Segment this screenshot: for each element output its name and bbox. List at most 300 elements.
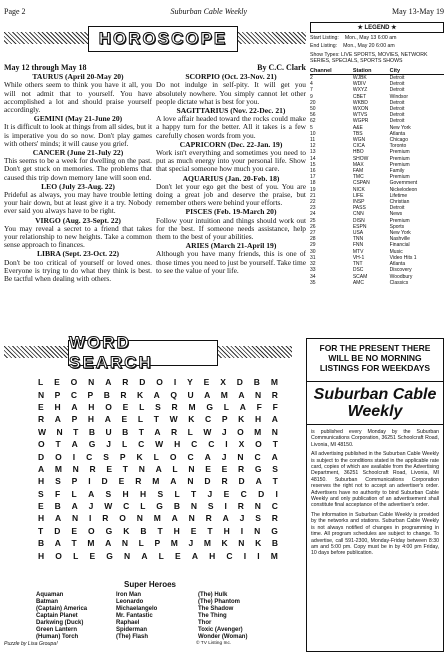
channel-cell: Financial xyxy=(389,242,410,249)
sign-text: You may reveal a secret to a friend that takes your relationship to new heights. Take a common sense approach to finances. xyxy=(4,223,152,250)
channel-cell: Detroit xyxy=(389,87,405,94)
grid-letter: K xyxy=(137,389,144,400)
grid-row xyxy=(38,512,278,524)
channel-cell: WKBD xyxy=(352,99,368,106)
grid-letter: S xyxy=(38,488,44,499)
grid-letter: W xyxy=(38,426,47,437)
grid-row xyxy=(38,463,278,475)
grid-letter: P xyxy=(71,476,78,487)
grid-letter: M xyxy=(203,538,211,549)
grid-letter: J xyxy=(188,538,194,549)
grid-letter: S xyxy=(272,463,278,474)
horoscope-byline: By C.C. Clark xyxy=(257,63,306,72)
channel-cell: TNN xyxy=(352,236,364,243)
horoscope-banner xyxy=(88,26,238,52)
channel-cell: 22 xyxy=(310,199,316,206)
channel-cell: SHOW xyxy=(352,155,369,162)
word-list-item: (The) Flash xyxy=(116,634,149,640)
channel-cell: CBET xyxy=(352,93,367,100)
grid-letter: G xyxy=(271,525,278,536)
grid-letter: T xyxy=(38,525,44,536)
channel-table-heading: Channel xyxy=(310,68,353,75)
channel-cell: 7 xyxy=(310,87,313,94)
grid-letter: M xyxy=(270,550,278,561)
word-list-item: The Thing xyxy=(198,613,227,619)
grid-letter: E xyxy=(205,463,211,474)
start-value: Mon., May 13 6:00 am xyxy=(344,35,397,41)
grid-letter: T xyxy=(122,463,128,474)
grid-letter: H xyxy=(254,414,262,425)
channel-cell: Classics xyxy=(389,279,409,286)
grid-letter: N xyxy=(187,476,194,487)
end-label: End Listing: xyxy=(310,43,338,49)
horoscope-banner-stripes-right xyxy=(238,32,306,44)
grid-letter: N xyxy=(188,463,195,474)
channel-cell: WDIV xyxy=(352,81,366,88)
grid-row xyxy=(38,401,278,413)
grid-row xyxy=(38,376,278,388)
channel-cell: 2 xyxy=(310,75,313,81)
grid-letter: M xyxy=(87,538,95,549)
channel-cell: 12 xyxy=(310,143,316,150)
channel-cell: 23 xyxy=(310,205,316,212)
grid-letter: F xyxy=(55,488,61,499)
word-list-item: (Captain) America xyxy=(36,606,88,612)
grid-letter: J xyxy=(88,501,94,512)
grid-letter: C xyxy=(70,389,77,400)
grid-letter: H xyxy=(88,401,95,412)
channel-cell: Premium xyxy=(389,174,410,181)
channel-cell: Woodbury xyxy=(389,273,413,280)
channel-cell: 32 xyxy=(310,261,316,268)
grid-letter: N xyxy=(88,377,95,388)
grid-letter: P xyxy=(119,451,126,462)
channel-cell: VH-1 xyxy=(352,254,365,261)
channel-cell: Music xyxy=(389,248,403,255)
grid-letter: J xyxy=(221,426,227,437)
grid-letter: N xyxy=(188,513,195,524)
channel-cell: 31 xyxy=(310,254,316,261)
grid-letter: D xyxy=(54,525,61,536)
channel-cell: Nashville xyxy=(389,236,410,243)
word-list-item: Wonder (Woman) xyxy=(198,634,248,640)
grid-letter: R xyxy=(120,389,127,400)
grid-letter: A xyxy=(191,550,198,561)
horoscope-dates: May 12 through May 18 xyxy=(4,63,87,72)
word-list-item: Aquaman xyxy=(36,592,64,598)
grid-letter: L xyxy=(38,377,44,388)
channel-cell: 13 xyxy=(310,149,316,156)
channel-cell: 50 xyxy=(310,106,316,113)
channel-cell: WXYZ xyxy=(352,87,368,94)
grid-letter: F xyxy=(256,401,262,412)
channel-cell: 11 xyxy=(310,137,316,144)
channel-cell: Premium xyxy=(389,161,410,168)
channel-cell: 18 xyxy=(310,180,316,187)
word-list-column-1 xyxy=(36,592,87,641)
grid-letter: H xyxy=(223,525,230,536)
grid-row xyxy=(38,450,278,462)
grid-letter: L xyxy=(138,538,144,549)
channel-cell: 28 xyxy=(310,236,316,243)
grid-letter: K xyxy=(136,451,143,462)
grid-letter: N xyxy=(254,525,261,536)
channel-cell: 56 xyxy=(310,112,316,119)
channel-cell: 33 xyxy=(310,267,316,274)
grid-letter: N xyxy=(255,389,262,400)
channel-cell: 27 xyxy=(310,230,316,237)
grid-letter: A xyxy=(238,389,245,400)
grid-letter: T xyxy=(191,488,197,499)
grid-letter: M xyxy=(188,401,196,412)
grid-letter: N xyxy=(237,451,244,462)
grid-letter: F xyxy=(272,401,278,412)
publication-name: Suburban Cable Weekly xyxy=(170,6,248,16)
grid-letter: T xyxy=(138,426,144,437)
channel-cell: INSP xyxy=(352,199,365,206)
channel-cell: Nickelodeon xyxy=(389,186,418,193)
grid-letter: M xyxy=(54,463,62,474)
channel-cell: 14 xyxy=(310,155,316,162)
word-list-item: The Shadow xyxy=(198,606,234,612)
grid-letter: G xyxy=(105,525,113,536)
word-list-item: (Human) Torch xyxy=(36,634,79,640)
grid-letter: E xyxy=(118,476,125,487)
grid-letter: K xyxy=(255,538,262,549)
grid-letter: G xyxy=(254,463,262,474)
sign-heading: LEO (July 23-Aug. 22) xyxy=(41,181,115,191)
publisher-notice xyxy=(306,338,444,652)
grid-letter: D xyxy=(204,476,211,487)
grid-letter: O xyxy=(119,513,126,524)
channel-cell: TMC xyxy=(352,174,364,181)
channel-cell: 19 xyxy=(310,186,316,193)
grid-row xyxy=(38,388,278,400)
grid-letter: L xyxy=(174,488,180,499)
grid-letter: B xyxy=(271,538,278,549)
grid-letter: A xyxy=(154,426,161,437)
grid-letter: H xyxy=(87,414,95,425)
channel-cell: SCAM xyxy=(352,273,368,280)
horoscope-banner-stripes-left xyxy=(4,32,88,44)
grid-letter: A xyxy=(170,476,177,487)
grid-letter: L xyxy=(187,426,193,437)
channel-cell: New York xyxy=(389,230,411,237)
sign-heading: ARIES (March 21-April 19) xyxy=(185,241,277,251)
grid-letter: N xyxy=(271,426,278,437)
grid-letter: A xyxy=(204,389,211,400)
grid-letter: H xyxy=(174,439,181,450)
grid-letter: N xyxy=(72,513,79,524)
grid-letter: B xyxy=(38,538,45,549)
grid-letter: I xyxy=(89,513,92,524)
grid-letter: X xyxy=(238,439,245,450)
grid-letter: O xyxy=(38,439,45,450)
grid-letter: L xyxy=(153,451,159,462)
end-value: Mon., May 20 6:00 am xyxy=(343,43,395,49)
grid-letter: M xyxy=(270,377,278,388)
grid-row xyxy=(38,549,278,561)
page-number: Page 2 xyxy=(4,6,26,16)
grid-letter: I xyxy=(275,488,278,499)
grid-letter: L xyxy=(158,550,164,561)
channel-cell: FNN xyxy=(352,242,364,249)
grid-letter: A xyxy=(239,401,246,412)
grid-letter: A xyxy=(271,414,278,425)
grid-letter: P xyxy=(87,389,94,400)
word-list-item: Iron Man xyxy=(116,592,141,598)
channel-cell: Lifetime xyxy=(389,192,408,199)
grid-row xyxy=(38,500,278,512)
grid-letter: A xyxy=(141,550,148,561)
channel-cell: Christian xyxy=(389,199,410,206)
channel-cell: Detroit xyxy=(389,106,405,113)
grid-letter: C xyxy=(254,451,261,462)
grid-letter: T xyxy=(272,476,278,487)
sign-text: Do not indulge in self-pity. It will get you absolutely nowhere. You simply cannot let other people dictate what is best for you. xyxy=(156,80,306,106)
grid-letter: L xyxy=(73,550,79,561)
grid-letter: M xyxy=(254,426,262,437)
grid-letter: T xyxy=(272,439,278,450)
grid-letter: L xyxy=(172,463,178,474)
grid-letter: O xyxy=(55,550,62,561)
grid-letter: O xyxy=(87,525,95,536)
grid-letter: H xyxy=(140,488,147,499)
grid-letter: G xyxy=(106,550,113,561)
sign-text: Don't be too critical of yourself or loved ones. Everyone is trying to do what they think is best. Be tactful when dealing with others. xyxy=(4,257,152,284)
grid-letter: B xyxy=(54,501,61,512)
wordsearch-banner xyxy=(68,333,218,372)
sign-heading: VIRGO (Aug. 23-Sept. 22) xyxy=(35,215,121,225)
issue-date: May 13-May 19 xyxy=(391,6,444,16)
channel-cell: 4 xyxy=(310,81,313,88)
channel-cell: 34 xyxy=(310,273,316,280)
grid-letter: M xyxy=(152,476,160,487)
sign-heading: LIBRA (Sept. 23-Oct. 22) xyxy=(36,249,120,259)
grid-letter: S xyxy=(157,488,164,499)
grid-letter: R xyxy=(237,463,245,474)
grid-letter: O xyxy=(70,377,78,388)
grid-letter: G xyxy=(156,501,163,512)
grid-letter: D xyxy=(101,476,108,487)
channel-cell: MAX xyxy=(352,161,364,168)
grid-letter: N xyxy=(138,463,145,474)
grid-letter: W xyxy=(155,439,164,450)
grid-letter: A xyxy=(105,538,112,549)
channel-cell: 21 xyxy=(310,192,316,199)
channel-cell: Detroit xyxy=(389,118,405,125)
sign-text: While others seem to think you have it all, you will not admit that to yourself. You have accomplished a lot and should praise yourself accordingly. xyxy=(4,80,152,115)
grid-letter: U xyxy=(187,389,194,400)
grid-row xyxy=(38,426,278,438)
grid-letter: C xyxy=(208,439,215,450)
channel-row xyxy=(310,280,444,286)
channel-cell: FAM xyxy=(352,168,364,175)
channel-cell: Atlanta xyxy=(389,261,406,268)
grid-letter: D xyxy=(139,377,146,388)
grid-letter: W xyxy=(203,426,212,437)
grid-letter: O xyxy=(105,401,112,412)
channel-cell: CNN xyxy=(352,211,364,218)
grid-letter: T xyxy=(73,426,79,437)
channel-cell: 5 xyxy=(310,124,313,131)
word-list-title: Super Heroes xyxy=(123,580,177,589)
grid-letter: R xyxy=(171,426,178,437)
channel-cell: 35 xyxy=(310,279,316,286)
grid-letter: J xyxy=(239,513,245,524)
grid-letter: I xyxy=(173,377,177,388)
grid-letter: R xyxy=(122,377,129,388)
grid-letter: C xyxy=(187,451,194,462)
start-label: Start Listing: xyxy=(310,35,339,41)
word-list-item: Michaelangelo xyxy=(116,606,158,612)
grid-letter: C xyxy=(271,501,278,512)
channel-cell: TBS xyxy=(352,130,363,137)
grid-row xyxy=(38,438,278,450)
grid-letter: A xyxy=(204,451,211,462)
grid-letter: U xyxy=(105,426,112,437)
grid-letter: C xyxy=(240,488,247,499)
channel-cell: WXON xyxy=(352,106,369,113)
sign-text: Prideful as always, you may have trouble letting your hair down, but at least give it a try. Nobody ever said you always have to be right. xyxy=(4,190,152,216)
grid-letter: R xyxy=(271,389,278,400)
grid-letter: O xyxy=(156,377,163,388)
grid-letter: S xyxy=(105,488,112,499)
grid-letter: K xyxy=(221,538,228,549)
grid-letter: M xyxy=(153,513,161,524)
grid-letter: C xyxy=(226,550,233,561)
grid-letter: W xyxy=(104,501,113,512)
grid-row xyxy=(38,537,278,549)
copyright-notice: © TV Listing Inc. xyxy=(196,641,232,646)
grid-letter: S xyxy=(103,451,109,462)
channel-cell: New York xyxy=(389,124,411,131)
grid-letter: S xyxy=(207,501,214,512)
grid-letter: A xyxy=(222,513,229,524)
grid-letter: J xyxy=(221,451,227,462)
channel-cell: Detroit xyxy=(389,75,405,81)
channel-legend xyxy=(310,22,444,286)
grid-letter: B xyxy=(140,525,147,536)
grid-letter: A xyxy=(71,501,78,512)
sign-heading: TAURUS (April 20-May 20) xyxy=(32,72,124,82)
channel-cell: Atlanta xyxy=(389,130,406,137)
horoscope-title: HOROSCOPE xyxy=(98,29,228,48)
grid-letter: J xyxy=(106,439,112,450)
channel-cell: LIFE xyxy=(352,192,364,199)
word-list-item: Captain Planet xyxy=(36,613,78,619)
channel-cell: ESPN xyxy=(352,223,367,230)
wordsearch-banner-stripes-left xyxy=(4,346,68,358)
grid-letter: A xyxy=(88,488,95,499)
grid-letter: C xyxy=(138,439,145,450)
grid-letter: I xyxy=(88,476,91,487)
grid-letter: I xyxy=(243,550,247,561)
grid-letter: E xyxy=(89,550,96,561)
sign-text: Don't let your ego get the best of you. You are doing a great job and deserve the praise, but remember others were behind your efforts. xyxy=(156,181,306,208)
channel-cell: TNT xyxy=(352,261,363,268)
grid-letter: S xyxy=(155,401,161,412)
sign-text: A love affair headed toward the rocks could make a happy turn for the better. All it takes is a few carefully chosen words from you. xyxy=(156,114,306,140)
grid-letter: A xyxy=(54,414,61,425)
channel-cell: Detroit xyxy=(389,205,405,212)
channel-cell: WGPR xyxy=(352,118,369,125)
grid-letter: I xyxy=(72,451,76,462)
channel-row xyxy=(310,75,444,82)
grid-letter: E xyxy=(223,488,230,499)
channel-cell: Premium xyxy=(389,217,410,224)
grid-letter: E xyxy=(203,377,210,388)
grid-letter: E xyxy=(38,501,44,512)
grid-letter: E xyxy=(122,401,129,412)
channel-table-body xyxy=(310,75,444,286)
grid-letter: P xyxy=(154,538,161,549)
grid-letter: T xyxy=(157,525,163,536)
grid-letter: N xyxy=(136,513,143,524)
horoscope-dateline xyxy=(4,64,152,72)
channel-cell: Discovery xyxy=(389,267,412,274)
word-list-item: Toxic (Avenger) xyxy=(198,627,243,633)
grid-letter: C xyxy=(123,501,130,512)
grid-letter: L xyxy=(71,488,77,499)
grid-letter: A xyxy=(155,463,162,474)
grid-letter: L xyxy=(137,414,144,425)
grid-letter: J xyxy=(207,488,213,499)
grid-letter: T xyxy=(55,439,61,450)
grid-letter: E xyxy=(71,525,77,536)
grid-letter: A xyxy=(153,389,160,400)
grid-letter: L xyxy=(140,501,146,512)
grid-letter: A xyxy=(71,439,78,450)
grid-letter: K xyxy=(238,414,245,425)
sign-heading: AQUARIUS (Jan. 20-Feb. 18) xyxy=(182,173,280,183)
grid-letter: L xyxy=(223,401,229,412)
word-list-item: Raphael xyxy=(116,620,140,626)
grid-letter: N xyxy=(254,501,261,512)
channel-cell: CSPAN xyxy=(352,180,370,187)
sign-text: Although you have many friends, this is one of those times you need to just be yourself. Take time to see the value of your life. xyxy=(156,249,307,275)
grid-letter: G xyxy=(88,439,96,450)
channel-cell: Video Hits 1 xyxy=(389,254,417,261)
channel-cell: Windsor xyxy=(389,93,408,100)
word-list-item: (The) Hulk xyxy=(198,592,228,598)
grid-letter: E xyxy=(175,550,181,561)
grid-letter: E xyxy=(221,463,228,474)
puzzle-credit: Puzzle by Lisa Groupa! xyxy=(4,641,58,647)
grid-letter: E xyxy=(38,401,44,412)
channel-cell: Premium xyxy=(389,149,410,156)
sign-text: Follow your intuition and things should work out for the best. If someone needs assistance, help them to the best of your abilities. xyxy=(156,215,306,242)
channel-table xyxy=(310,68,444,286)
grid-letter: A xyxy=(105,377,112,388)
grid-letter: C xyxy=(191,439,198,450)
channel-cell: Family xyxy=(389,168,405,175)
channel-cell: News xyxy=(389,211,403,218)
channel-cell: WGN xyxy=(352,137,366,144)
grid-letter: D xyxy=(258,488,265,499)
grid-letter: N xyxy=(238,538,245,549)
word-list-item: Darkwing (Duck) xyxy=(36,620,84,626)
grid-letter: I xyxy=(240,525,244,536)
grid-letter: W xyxy=(169,414,178,425)
channel-cell: Detroit xyxy=(389,112,405,119)
grid-letter: C xyxy=(205,414,212,425)
sign-heading: SCORPIO (Oct. 23-Nov. 21) xyxy=(185,72,277,82)
grid-letter: R xyxy=(237,501,244,512)
grid-letter: R xyxy=(205,513,212,524)
wordsearch-banner-stripes-right xyxy=(218,346,292,358)
grid-letter: D xyxy=(238,476,245,487)
